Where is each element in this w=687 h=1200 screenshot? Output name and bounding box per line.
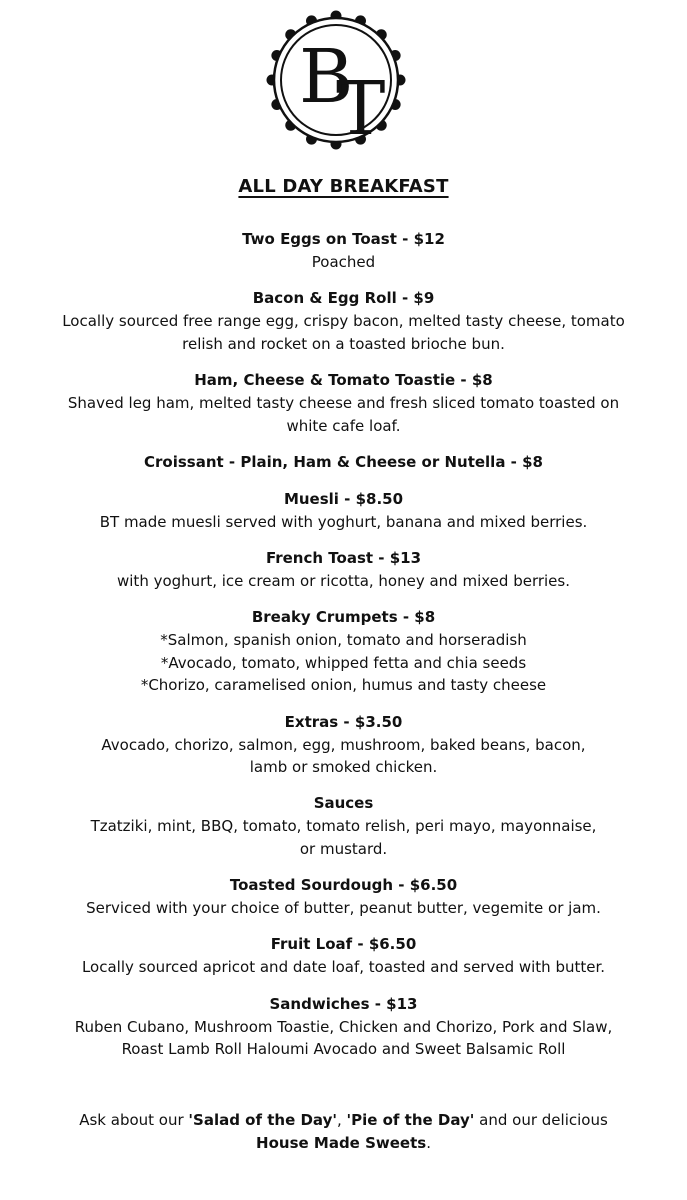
menu-item-description-line: *Avocado, tomato, whipped fetta and chia seeds xyxy=(160,653,527,672)
menu-item-title: Ham, Cheese & Tomato Toastie - $8 xyxy=(194,371,493,390)
menu-list xyxy=(40,228,647,1075)
menu-heading-text: ALL DAY BREAKFAST xyxy=(238,176,449,197)
menu-item-description-line: *Chorizo, caramelised onion, humus and tasty cheese xyxy=(140,676,547,695)
menu-item-description xyxy=(40,570,647,593)
menu-item-description-line: *Salmon, spanish onion, tomato and horseradish xyxy=(160,631,527,650)
footer-pre: Ask about our xyxy=(79,1111,189,1129)
menu-item-description-line: Shaved leg ham, melted tasty cheese and fresh sliced tomato toasted on xyxy=(67,394,620,413)
menu-item xyxy=(40,792,647,860)
menu-item-description xyxy=(40,251,647,274)
menu-item-description xyxy=(40,956,647,979)
menu-item-title: Toasted Sourdough - $6.50 xyxy=(229,876,458,895)
menu-item-title: Extras - $3.50 xyxy=(284,712,403,731)
menu-item-description xyxy=(40,511,647,534)
menu-item-description xyxy=(40,392,647,437)
menu-item-description-line: or mustard. xyxy=(299,839,388,858)
logo-letter-b: B xyxy=(299,34,354,120)
menu-item xyxy=(40,993,647,1061)
menu-item-title: Croissant - Plain, Ham & Cheese or Nutella - $8 xyxy=(144,452,543,471)
menu-item-description-line: Avocado, chorizo, salmon, egg, mushroom, baked beans, bacon, xyxy=(101,735,586,754)
menu-item xyxy=(40,488,647,534)
menu-item-description xyxy=(40,734,647,779)
menu-item-description-line: Locally sourced free range egg, crispy bacon, melted tasty cheese, tomato xyxy=(62,312,625,331)
menu-item-description xyxy=(40,310,647,355)
menu-item-title: Sandwiches - $13 xyxy=(269,994,418,1013)
menu-item-title: Breaky Crumpets - $8 xyxy=(251,608,436,627)
menu-item-title: Two Eggs on Toast - $12 xyxy=(242,230,445,248)
menu-item-description-line: Poached xyxy=(311,253,376,271)
menu-item-title: Fruit Loaf - $6.50 xyxy=(270,935,417,954)
menu-item-description-line: Serviced with your choice of butter, peanut butter, vegemite or jam. xyxy=(86,899,601,918)
logo-letter-t: T xyxy=(336,66,386,150)
menu-item-description xyxy=(40,897,647,920)
footer-pie-of-the-day: 'Pie of the Day' xyxy=(346,1111,475,1129)
footer-salad-of-the-day: 'Salad of the Day' xyxy=(188,1111,337,1129)
menu-heading xyxy=(0,176,687,197)
menu-item-description-line: white cafe loaf. xyxy=(286,416,401,435)
menu-item-description xyxy=(40,1016,647,1061)
menu-item-description xyxy=(40,815,647,860)
footer-comma: , xyxy=(336,1111,347,1129)
menu-item xyxy=(40,369,647,437)
footer-mid: and our delicious xyxy=(474,1111,608,1129)
menu-item xyxy=(40,287,647,355)
menu-item xyxy=(40,933,647,979)
menu-item-description xyxy=(40,629,647,697)
menu-item-description-line: relish and rocket on a toasted brioche bun. xyxy=(182,334,505,353)
footer-note xyxy=(30,1109,657,1155)
menu-item xyxy=(40,451,647,474)
menu-item-title: Bacon & Egg Roll - $9 xyxy=(252,289,435,308)
menu-item xyxy=(40,228,647,274)
menu-item-description-line: BT made muesli served with yoghurt, banana and mixed berries. xyxy=(99,512,588,531)
footer-end: . xyxy=(426,1134,431,1152)
menu-item-description-line: Tzatziki, mint, BBQ, tomato, tomato relish, peri mayo, mayonnaise, xyxy=(90,817,597,836)
menu-item-title: Sauces xyxy=(313,794,374,813)
menu-item xyxy=(40,711,647,779)
footer-house-made-sweets: House Made Sweets xyxy=(256,1134,427,1152)
menu-item-title: Muesli - $8.50 xyxy=(283,489,404,508)
menu-item-title: French Toast - $13 xyxy=(265,548,422,567)
menu-item-description-line: lamb or smoked chicken. xyxy=(249,758,438,777)
menu-item-description-line: Locally sourced apricot and date loaf, toasted and served with butter. xyxy=(81,958,606,977)
menu-item-description-line: Ruben Cubano, Mushroom Toastie, Chicken and Chorizo, Pork and Slaw, xyxy=(74,1017,613,1036)
menu-item-description-line: Roast Lamb Roll Haloumi Avocado and Sweet Balsamic Roll xyxy=(121,1040,566,1059)
menu-item xyxy=(40,547,647,593)
bt-logo xyxy=(266,10,406,150)
menu-item-description-line: with yoghurt, ice cream or ricotta, honey and mixed berries. xyxy=(117,571,570,590)
menu-item xyxy=(40,874,647,920)
menu-item xyxy=(40,606,647,697)
